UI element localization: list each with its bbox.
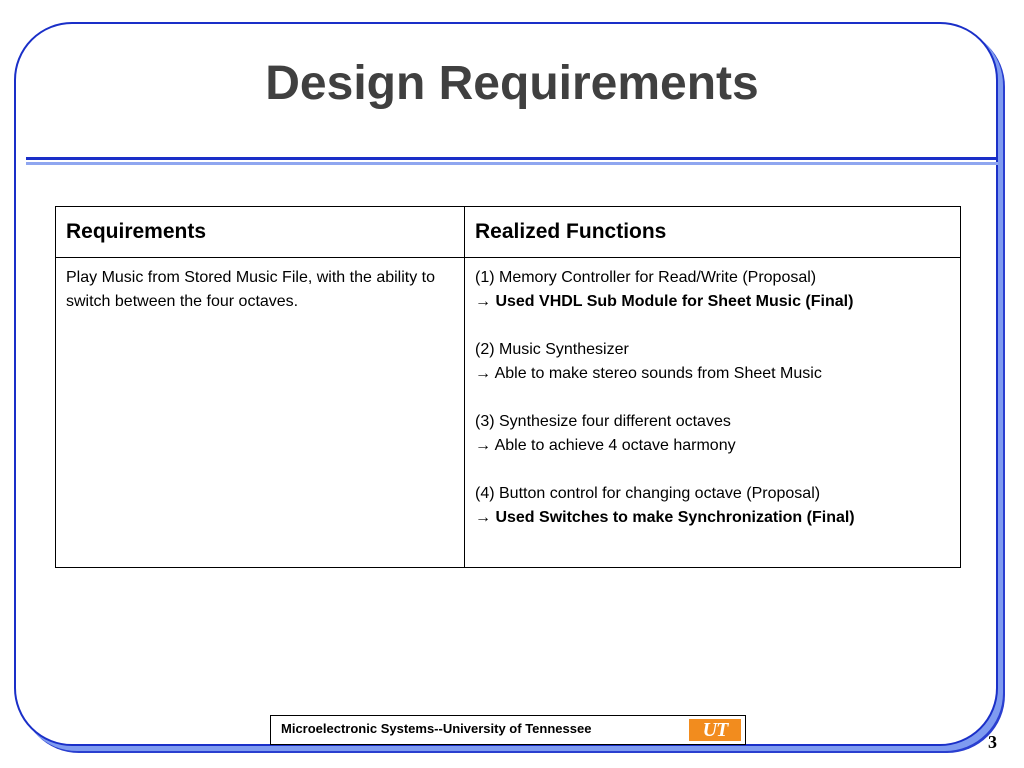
table-row — [56, 258, 961, 568]
function-4-result — [475, 506, 950, 530]
function-3-result — [475, 434, 950, 458]
footer-text: Microelectronic Systems--University of Tennessee — [281, 721, 592, 736]
requirement-cell: Play Music from Stored Music File, with the ability to switch between the four octaves. — [56, 258, 465, 568]
title-divider-shadow — [26, 162, 998, 165]
table-header-row — [56, 207, 961, 258]
functions-cell — [465, 258, 961, 568]
header-realized-functions: Realized Functions — [465, 207, 961, 258]
arrow-icon: → — [475, 437, 491, 454]
requirements-table — [55, 206, 961, 568]
function-4-result-text: Used Switches to make Synchronization (Final) — [495, 509, 855, 526]
footer-bar — [270, 715, 746, 745]
slide-title: Design Requirements — [265, 57, 759, 110]
function-4-line: (4) Button control for changing octave (Proposal) — [475, 485, 821, 502]
arrow-icon: → — [475, 365, 491, 382]
function-2-line: (2) Music Synthesizer — [475, 341, 629, 358]
function-3-result-text: Able to achieve 4 octave harmony — [494, 437, 736, 454]
arrow-icon: → — [475, 293, 491, 310]
function-1-result-text: Used VHDL Sub Module for Sheet Music (Final) — [495, 293, 854, 310]
function-1-line: (1) Memory Controller for Read/Write (Proposal) — [475, 269, 817, 286]
title-divider — [26, 157, 998, 160]
arrow-icon: → — [475, 509, 491, 526]
function-2-result-text: Able to make stereo sounds from Sheet Music — [494, 365, 822, 382]
header-requirements: Requirements — [56, 207, 465, 258]
function-3-line: (3) Synthesize four different octaves — [475, 413, 731, 430]
ut-logo-icon: UT — [689, 719, 741, 741]
function-2-result — [475, 362, 950, 386]
function-1-result — [475, 290, 950, 314]
page-number: 3 — [988, 732, 997, 752]
